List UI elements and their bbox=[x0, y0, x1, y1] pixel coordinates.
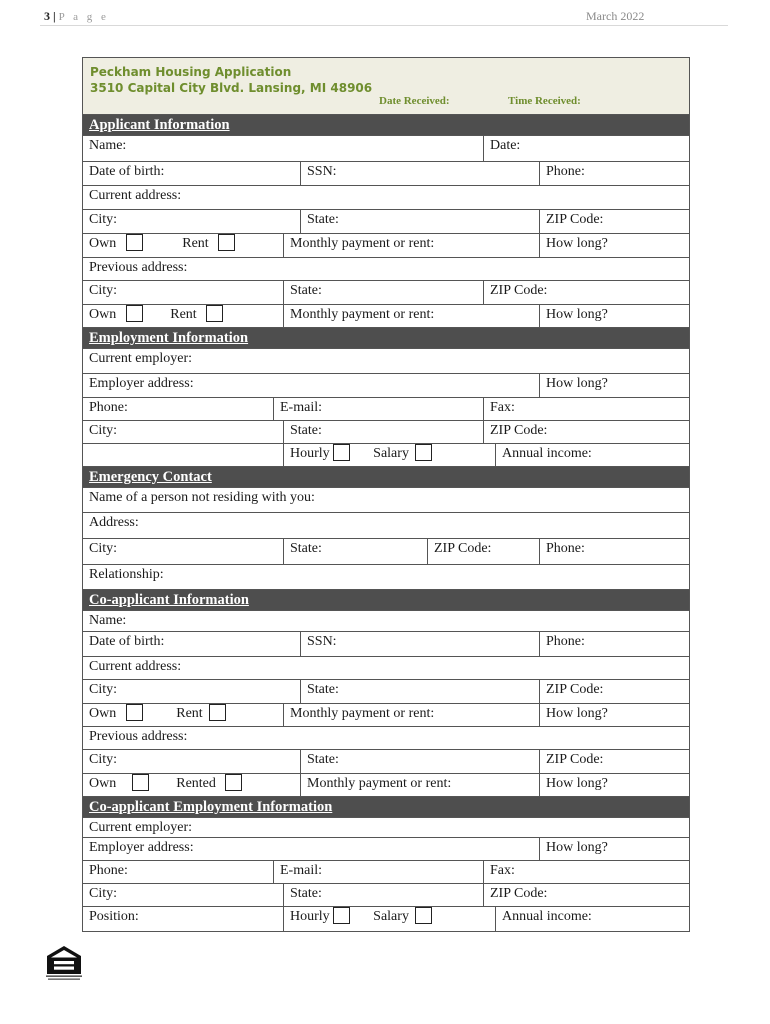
employment-blank-cell bbox=[83, 444, 283, 466]
section-employment: Employment Information bbox=[83, 328, 689, 349]
emergency-name-field[interactable]: Name of a person not residing with you: bbox=[89, 490, 315, 505]
applicant-city-field[interactable]: City: bbox=[89, 212, 118, 227]
applicant-own-rent-cell: Own Rent bbox=[83, 234, 283, 257]
prev-rent-checkbox[interactable] bbox=[206, 305, 223, 322]
own-checkbox[interactable] bbox=[126, 234, 143, 251]
prev-own-checkbox[interactable] bbox=[126, 305, 143, 322]
coapplicant-city-field[interactable]: City: bbox=[89, 682, 118, 697]
employment-pay-row bbox=[83, 444, 689, 467]
coapplicant-prev-zip-field[interactable]: ZIP Code: bbox=[539, 750, 689, 773]
applicant-previous-address-field[interactable]: Previous address: bbox=[89, 260, 188, 275]
section-applicant: Applicant Information bbox=[83, 115, 689, 136]
employment-employer-row bbox=[83, 349, 689, 374]
employer-phone-field[interactable]: Phone: bbox=[89, 400, 128, 415]
emergency-phone-field[interactable]: Phone: bbox=[539, 539, 689, 564]
coapplicant-current-employer-field[interactable]: Current employer: bbox=[89, 820, 193, 835]
equal-housing-opportunity-icon bbox=[45, 944, 83, 982]
applicant-prev-state-field[interactable]: State: bbox=[283, 281, 483, 304]
coapplicant-prev-rented-checkbox[interactable] bbox=[225, 774, 242, 791]
employment-pay-type-cell: Hourly Salary bbox=[283, 444, 495, 466]
coemployment-city-row bbox=[83, 884, 689, 907]
coapplicant-employer-email-field[interactable]: E-mail: bbox=[273, 861, 483, 883]
coapplicant-prev-own-checkbox[interactable] bbox=[132, 774, 149, 791]
employer-state-field[interactable]: State: bbox=[283, 421, 483, 443]
employer-address-field[interactable]: Employer address: bbox=[89, 376, 194, 391]
coapplicant-ssn-field[interactable]: SSN: bbox=[300, 632, 539, 656]
emergency-address-row bbox=[83, 513, 689, 539]
employment-phone-row bbox=[83, 398, 689, 421]
emergency-city-row bbox=[83, 539, 689, 565]
coemployment-address-row bbox=[83, 838, 689, 861]
section-emergency: Emergency Contact bbox=[83, 467, 689, 488]
applicant-phone-field[interactable]: Phone: bbox=[539, 162, 689, 185]
coapplicant-employer-phone-field[interactable]: Phone: bbox=[89, 863, 128, 878]
form-title-box bbox=[83, 58, 689, 115]
coapplicant-prev-city-field[interactable]: City: bbox=[89, 752, 118, 767]
rent-checkbox[interactable] bbox=[218, 234, 235, 251]
applicant-zip-field[interactable]: ZIP Code: bbox=[539, 210, 689, 233]
coapplicant-city-row bbox=[83, 680, 689, 704]
coapplicant-current-address-field[interactable]: Current address: bbox=[89, 659, 182, 674]
section-coapplicant-employment: Co-applicant Employment Information bbox=[83, 797, 689, 818]
coemployment-employer-row bbox=[83, 818, 689, 838]
emergency-zip-field[interactable]: ZIP Code: bbox=[427, 539, 539, 564]
employment-how-long-field[interactable]: How long? bbox=[539, 374, 689, 397]
coapplicant-prev-how-long-field[interactable]: How long? bbox=[539, 774, 689, 796]
employment-annual-income-field[interactable]: Annual income: bbox=[495, 444, 689, 466]
coapplicant-prev-monthly-field[interactable]: Monthly payment or rent: bbox=[300, 774, 539, 796]
coapplicant-previous-address-field[interactable]: Previous address: bbox=[89, 729, 188, 744]
coapplicant-how-long-field[interactable]: How long? bbox=[539, 704, 689, 726]
applicant-ssn-field[interactable]: SSN: bbox=[300, 162, 539, 185]
date-received-label: Date Received: bbox=[379, 95, 450, 107]
emergency-address-field[interactable]: Address: bbox=[89, 515, 139, 530]
applicant-prev-own-rent-row bbox=[83, 305, 689, 328]
coapplicant-dob-field[interactable]: Date of birth: bbox=[89, 634, 165, 649]
section-coapplicant: Co-applicant Information bbox=[83, 590, 689, 611]
coemployment-how-long-field[interactable]: How long? bbox=[539, 838, 689, 860]
org-name: Peckham Housing Application bbox=[90, 65, 292, 79]
salary-checkbox[interactable] bbox=[415, 444, 432, 461]
coapplicant-own-rent-row bbox=[83, 704, 689, 727]
coapplicant-state-field[interactable]: State: bbox=[300, 680, 539, 703]
coapplicant-zip-field[interactable]: ZIP Code: bbox=[539, 680, 689, 703]
coapplicant-employer-zip-field[interactable]: ZIP Code: bbox=[483, 884, 689, 906]
coapplicant-prev-own-rent-cell: Own Rented bbox=[83, 774, 300, 796]
applicant-prev-monthly-field[interactable]: Monthly payment or rent: bbox=[283, 305, 539, 327]
applicant-prev-own-rent-cell: Own Rent bbox=[83, 305, 283, 327]
coapplicant-previous-address-row bbox=[83, 727, 689, 750]
emergency-state-field[interactable]: State: bbox=[283, 539, 427, 564]
applicant-current-address-row bbox=[83, 186, 689, 210]
emergency-relationship-row bbox=[83, 565, 689, 590]
coapplicant-employer-state-field[interactable]: State: bbox=[283, 884, 483, 906]
coapplicant-employer-city-field[interactable]: City: bbox=[89, 886, 118, 901]
applicant-state-field[interactable]: State: bbox=[300, 210, 539, 233]
applicant-name-row bbox=[83, 136, 689, 162]
coapplicant-own-rent-cell: Own Rent bbox=[83, 704, 283, 726]
application-form bbox=[82, 57, 690, 932]
coapplicant-prev-own-rent-row bbox=[83, 774, 689, 797]
coemployment-pay-row bbox=[83, 907, 689, 931]
org-info bbox=[90, 64, 372, 96]
coapplicant-prev-city-row bbox=[83, 750, 689, 774]
employment-city-row bbox=[83, 421, 689, 444]
applicant-prev-how-long-field[interactable]: How long? bbox=[539, 305, 689, 327]
coapplicant-hourly-checkbox[interactable] bbox=[333, 907, 350, 924]
employer-city-field[interactable]: City: bbox=[89, 423, 118, 438]
emergency-city-field[interactable]: City: bbox=[89, 541, 118, 556]
applicant-own-rent-row bbox=[83, 234, 689, 258]
time-received-label: Time Received: bbox=[508, 95, 581, 107]
applicant-dob-row bbox=[83, 162, 689, 186]
coapplicant-own-checkbox[interactable] bbox=[126, 704, 143, 721]
employment-address-row bbox=[83, 374, 689, 398]
coapplicant-monthly-field[interactable]: Monthly payment or rent: bbox=[283, 704, 539, 726]
applicant-current-address-field[interactable]: Current address: bbox=[89, 188, 182, 203]
coapplicant-phone-field[interactable]: Phone: bbox=[539, 632, 689, 656]
coapplicant-employer-fax-field[interactable]: Fax: bbox=[483, 861, 689, 883]
applicant-city-row bbox=[83, 210, 689, 234]
current-employer-field[interactable]: Current employer: bbox=[89, 351, 193, 366]
coapplicant-employer-address-field[interactable]: Employer address: bbox=[89, 840, 194, 855]
coapplicant-name-row bbox=[83, 611, 689, 632]
applicant-how-long-field[interactable]: How long? bbox=[539, 234, 689, 257]
header-date: March 2022 bbox=[586, 9, 645, 23]
applicant-monthly-field[interactable]: Monthly payment or rent: bbox=[283, 234, 539, 257]
employer-email-field[interactable]: E-mail: bbox=[273, 398, 483, 420]
coemployment-annual-income-field[interactable]: Annual income: bbox=[495, 907, 689, 931]
applicant-dob-field[interactable]: Date of birth: bbox=[89, 164, 165, 179]
applicant-name-field[interactable]: Name: bbox=[89, 138, 127, 153]
coapplicant-dob-row bbox=[83, 632, 689, 657]
page-number: 3 | P a g e bbox=[44, 9, 109, 23]
coapplicant-salary-checkbox[interactable] bbox=[415, 907, 432, 924]
applicant-previous-address-row bbox=[83, 258, 689, 281]
emergency-name-row bbox=[83, 488, 689, 513]
coapplicant-prev-state-field[interactable]: State: bbox=[300, 750, 539, 773]
applicant-date-field[interactable]: Date: bbox=[483, 136, 689, 161]
coapplicant-current-address-row bbox=[83, 657, 689, 680]
applicant-prev-city-field[interactable]: City: bbox=[89, 283, 118, 298]
employer-zip-field[interactable]: ZIP Code: bbox=[483, 421, 689, 443]
coemployment-pay-type-cell: Hourly Salary bbox=[283, 907, 495, 931]
coemployment-phone-row bbox=[83, 861, 689, 884]
coapplicant-rent-checkbox[interactable] bbox=[209, 704, 226, 721]
applicant-prev-zip-field[interactable]: ZIP Code: bbox=[483, 281, 689, 304]
emergency-relationship-field[interactable]: Relationship: bbox=[89, 567, 164, 582]
org-address: 3510 Capital City Blvd. Lansing, MI 48906 bbox=[90, 81, 373, 95]
header-divider bbox=[40, 25, 728, 26]
applicant-prev-city-row bbox=[83, 281, 689, 305]
coapplicant-position-field[interactable]: Position: bbox=[89, 909, 139, 924]
coapplicant-name-field[interactable]: Name: bbox=[89, 613, 127, 628]
hourly-checkbox[interactable] bbox=[333, 444, 350, 461]
employer-fax-field[interactable]: Fax: bbox=[483, 398, 689, 420]
